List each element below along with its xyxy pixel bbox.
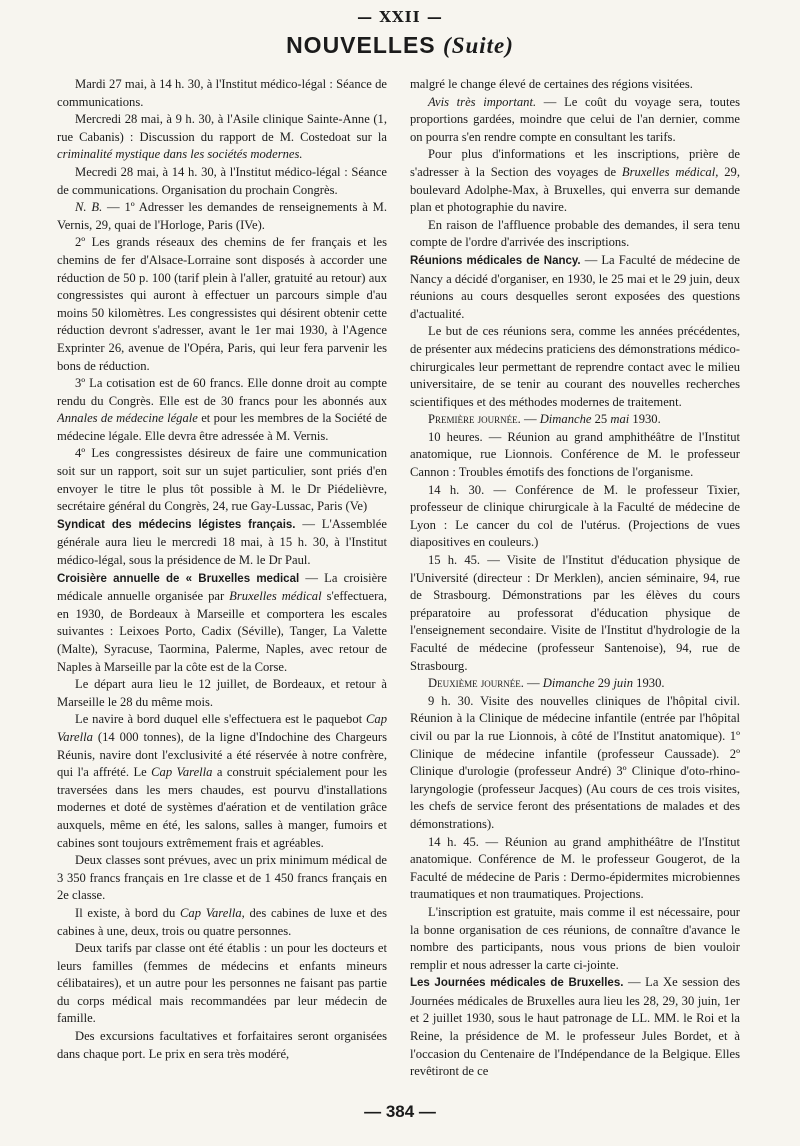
- paragraph: 10 heures. — Réunion au grand amphithéâtre de l'Institut anatomique, rue Lionnois. Conférence de M. le professeur Cannon : Troubles émotifs des fonctions de l'organisme.: [410, 429, 740, 480]
- day-heading: Deuxième journée. — Dimanche 29 juin 1930.: [428, 676, 665, 691]
- page-folio: — XXII —: [357, 8, 443, 26]
- paragraph: Deux tarifs par classe ont été établis : un pour les docteurs et leurs familles (femmes de médecins et enfants mineurs célibataires), et un autre pour les personnes ne faisant pas partie du corps médical mais recommandées par leur médecin de famille.: [57, 941, 387, 1026]
- paragraph: Pour plus d'informations et les inscriptions, prière de s'adresser à la Section des voyages de Bruxelles médical, 29, boulevard Adolphe-Max, à Bruxelles, qui enverra sur demande plan et photographie du navire.: [410, 147, 740, 215]
- right-column: [410, 76, 740, 1098]
- paragraph: Le départ aura lieu le 12 juillet, de Bordeaux, et retour à Marseille le 28 du même mois.: [57, 677, 387, 709]
- paragraph: 9 h. 30. Visite des nouvelles cliniques de l'hôpital civil. Réunion à la Clinique de médecine infantile (entrée par l'hôpital civil ou par la rue Lionnois, à côté de l'Institut anatomique). 1º Clinique de médecine infantile (professeur Caussade). 2º Clinique d'urologie (professeur André) 3º Clinique d'oto-rhino-laryngologie (professeur Jacques) (Au cours de ces trois visites, les chefs de service feront des présentations de malades et des démonstrations).: [410, 693, 740, 831]
- paragraph: Mardi 27 mai, à 14 h. 30, à l'Institut médico-légal : Séance de communications.: [57, 77, 387, 109]
- paragraph: Des excursions facultatives et forfaitaires seront organisées dans chaque port. Le prix en sera très modéré,: [57, 1029, 387, 1061]
- news-heading: Croisière annuelle de « Bruxelles medical: [57, 572, 300, 585]
- news-item-nancy: Réunions médicales de Nancy. — La Faculté de médecine de Nancy a décidé d'organiser, en 1930, le 25 mai et le 29 juin, deux réunions au cours desquelles seront exposées des questions d'actualité.: [410, 252, 740, 321]
- paragraph: Le but de ces réunions sera, comme les années précédentes, de présenter aux médecins praticiens des démonstrations médico-chirurgicales leur permettant de reprendre contact avec le milieu universitaire, de se tenir au courant des nouvelles recherches scientifiques et des méthodes modernes de traitement.: [410, 324, 740, 409]
- left-column: [57, 76, 387, 1098]
- news-heading: Les Journées médicales de Bruxelles.: [410, 977, 624, 990]
- paragraph: 15 h. 45. — Visite de l'Institut d'éducation physique de l'Université (directeur : Dr Merklen), ancien séminaire, 94, rue de Strasbourg. Démonstrations par les élèves du cours préparatoire au professorat d'éducation physique de l'enseignement secondaire. Visite de l'Institut d'hydrologie de la Faculté de médecine (professeur Santenoise), 94, rue de Strasbourg.: [410, 553, 740, 673]
- paragraph: L'inscription est gratuite, mais comme il est nécessaire, pour la bonne organisation de ces réunions, de connaître d'avance le nombre des participants, nous vous prions de bien vouloir remplir et nous adresser la carte ci-jointe.: [410, 904, 740, 972]
- paragraph: Mercredi 28 mai, à 9 h. 30, à l'Asile clinique Sainte-Anne (1, rue Cabanis) : Discussion du rapport de M. Costedoat sur la criminalité mystique dans les sociétés modernes.: [57, 112, 387, 162]
- paragraph: 4º Les congressistes désireux de faire une communication soit sur un rapport, soit sur un sujet particulier, sont priés d'en envoyer le titre le plus tôt possible à M. le Dr Piédelièvre, secrétaire général du Congrès, 24, rue Gay-Lussac, Paris (Ve): [57, 446, 387, 514]
- page-number: — 384 —: [364, 1102, 436, 1121]
- paragraph: N. B. — 1º Adresser les demandes de renseignements à M. Vernis, 29, quai de l'Horloge, Paris (IVe).: [57, 200, 387, 232]
- title-main: NOUVELLES: [286, 32, 436, 58]
- paragraph: malgré le change élevé de certaines des régions visitées.: [410, 77, 693, 91]
- page-title: [0, 32, 800, 59]
- paragraph: 2º Les grands réseaux des chemins de fer français et les chemins de fer d'Alsace-Lorraine sont disposés à accorder une réduction de 50 p. 100 (tarif plein à l'aller, gratuité au retour) aux congressistes qui auront à effectuer un parcours simple d'au moins 50 kilomètres. Les congressistes qui désirent obtenir cette réduction devront s'adresser, avant le 1er mai 1930, à l'Agence Exprinter 26, avenue de l'Opéra, Paris, qui leur fera parvenir les bons de réduction.: [57, 235, 387, 373]
- paragraph: Le navire à bord duquel elle s'effectuera est le paquebot Cap Varella (14 000 tonnes), de la ligne d'Indochine des Chargeurs Réunis, navire dont l'exclusivité a été réservée à notre confrère, qui l'a affrété. Le Cap Varella a construit spécialement pour les traversées dans les mers chaudes, est pourvu d'installations modernes et doté de systèmes d'aération et de ventilation grâce auxquels, même en été, les salons, salles à manger, fumoirs et cabines sont toujours extrêmement frais et agréables.: [57, 712, 387, 850]
- news-item-croisiere: Croisière annuelle de « Bruxelles medical — La croisière médicale annuelle organisée par Bruxelles médical s'effectuera, en 1930, de Bordeaux à Marseille et comportera les escales suivantes : Leixoes Porto, Cadix (Séville), Tanger, La Valette (Malte), Syracuse, Taormina, Palerme, Naples, avec retour de Naples à Marseille par la côte est de la Corse.: [57, 570, 387, 674]
- paragraph: Avis très important. — Le coût du voyage sera, toutes proportions gardées, moindre que celui de l'an dernier, comme on pourra s'en rendre compte en consultant les tarifs.: [410, 94, 740, 144]
- paragraph: Il existe, à bord du Cap Varella, des cabines de luxe et des cabines à une, deux, trois ou quatre personnes.: [57, 905, 387, 938]
- day-heading: Première journée. — Dimanche 25 mai 1930.: [428, 412, 661, 427]
- paragraph: 3º La cotisation est de 60 francs. Elle donne droit au compte rendu du Congrès. Elle est de 30 francs pour les abonnés aux Annales de médecine légale et pour les membres de la Société de médecine légale. Elle devra être adressée à M. Vernis.: [57, 376, 387, 443]
- paragraph: Mecredi 28 mai, à 14 h. 30, à l'Institut médico-légal : Séance de communications. Organisation du prochain Congrès.: [57, 164, 387, 197]
- paragraph: 14 h. 45. — Réunion au grand amphithéâtre de l'Institut anatomique. Conférence de M. le professeur Gougerot, de la Faculté de médecine de Paris : Dermo-épidermites microbiennes traumatiques et non traumatiques. Projections.: [410, 834, 740, 902]
- news-item-bruxelles: Les Journées médicales de Bruxelles. — La Xe session des Journées médicales de Bruxelles aura lieu les 28, 29, 30 juin, 1er et 2 juillet 1930, sous le haut patronage de LL. MM. le Roi et la Reine, la présidence de M. le professeur Jules Bordet, et à l'occasion du Centenaire de l'Indépendance de la Belgique. Elles revêtiront de ce: [410, 975, 740, 1079]
- news-heading: Réunions médicales de Nancy.: [410, 254, 581, 267]
- news-heading: Syndicat des médecins légistes français.: [57, 518, 296, 531]
- news-item-syndicat: Syndicat des médecins légistes français. — L'Assemblée générale aura lieu le mercredi 18 mai, à 15 h. 30, à l'Institut médico-légal, sous la présidence de M. le Dr Paul.: [57, 516, 387, 568]
- title-suite: (Suite): [443, 33, 514, 58]
- paragraph: 14 h. 30. — Conférence de M. le professeur Tixier, professeur de clinique chirurgicale à la Faculté de médecine de Lyon : Le cancer du col de l'utérus. (Projections de vues diapositives en couleurs.): [410, 482, 740, 550]
- paragraph: Deux classes sont prévues, avec un prix minimum médical de 3 350 francs français en 1re classe et de 1 450 francs français en 2e classe.: [57, 853, 387, 903]
- paragraph: En raison de l'affluence probable des demandes, il sera tenu compte de l'ordre d'arrivée des inscriptions.: [410, 217, 740, 250]
